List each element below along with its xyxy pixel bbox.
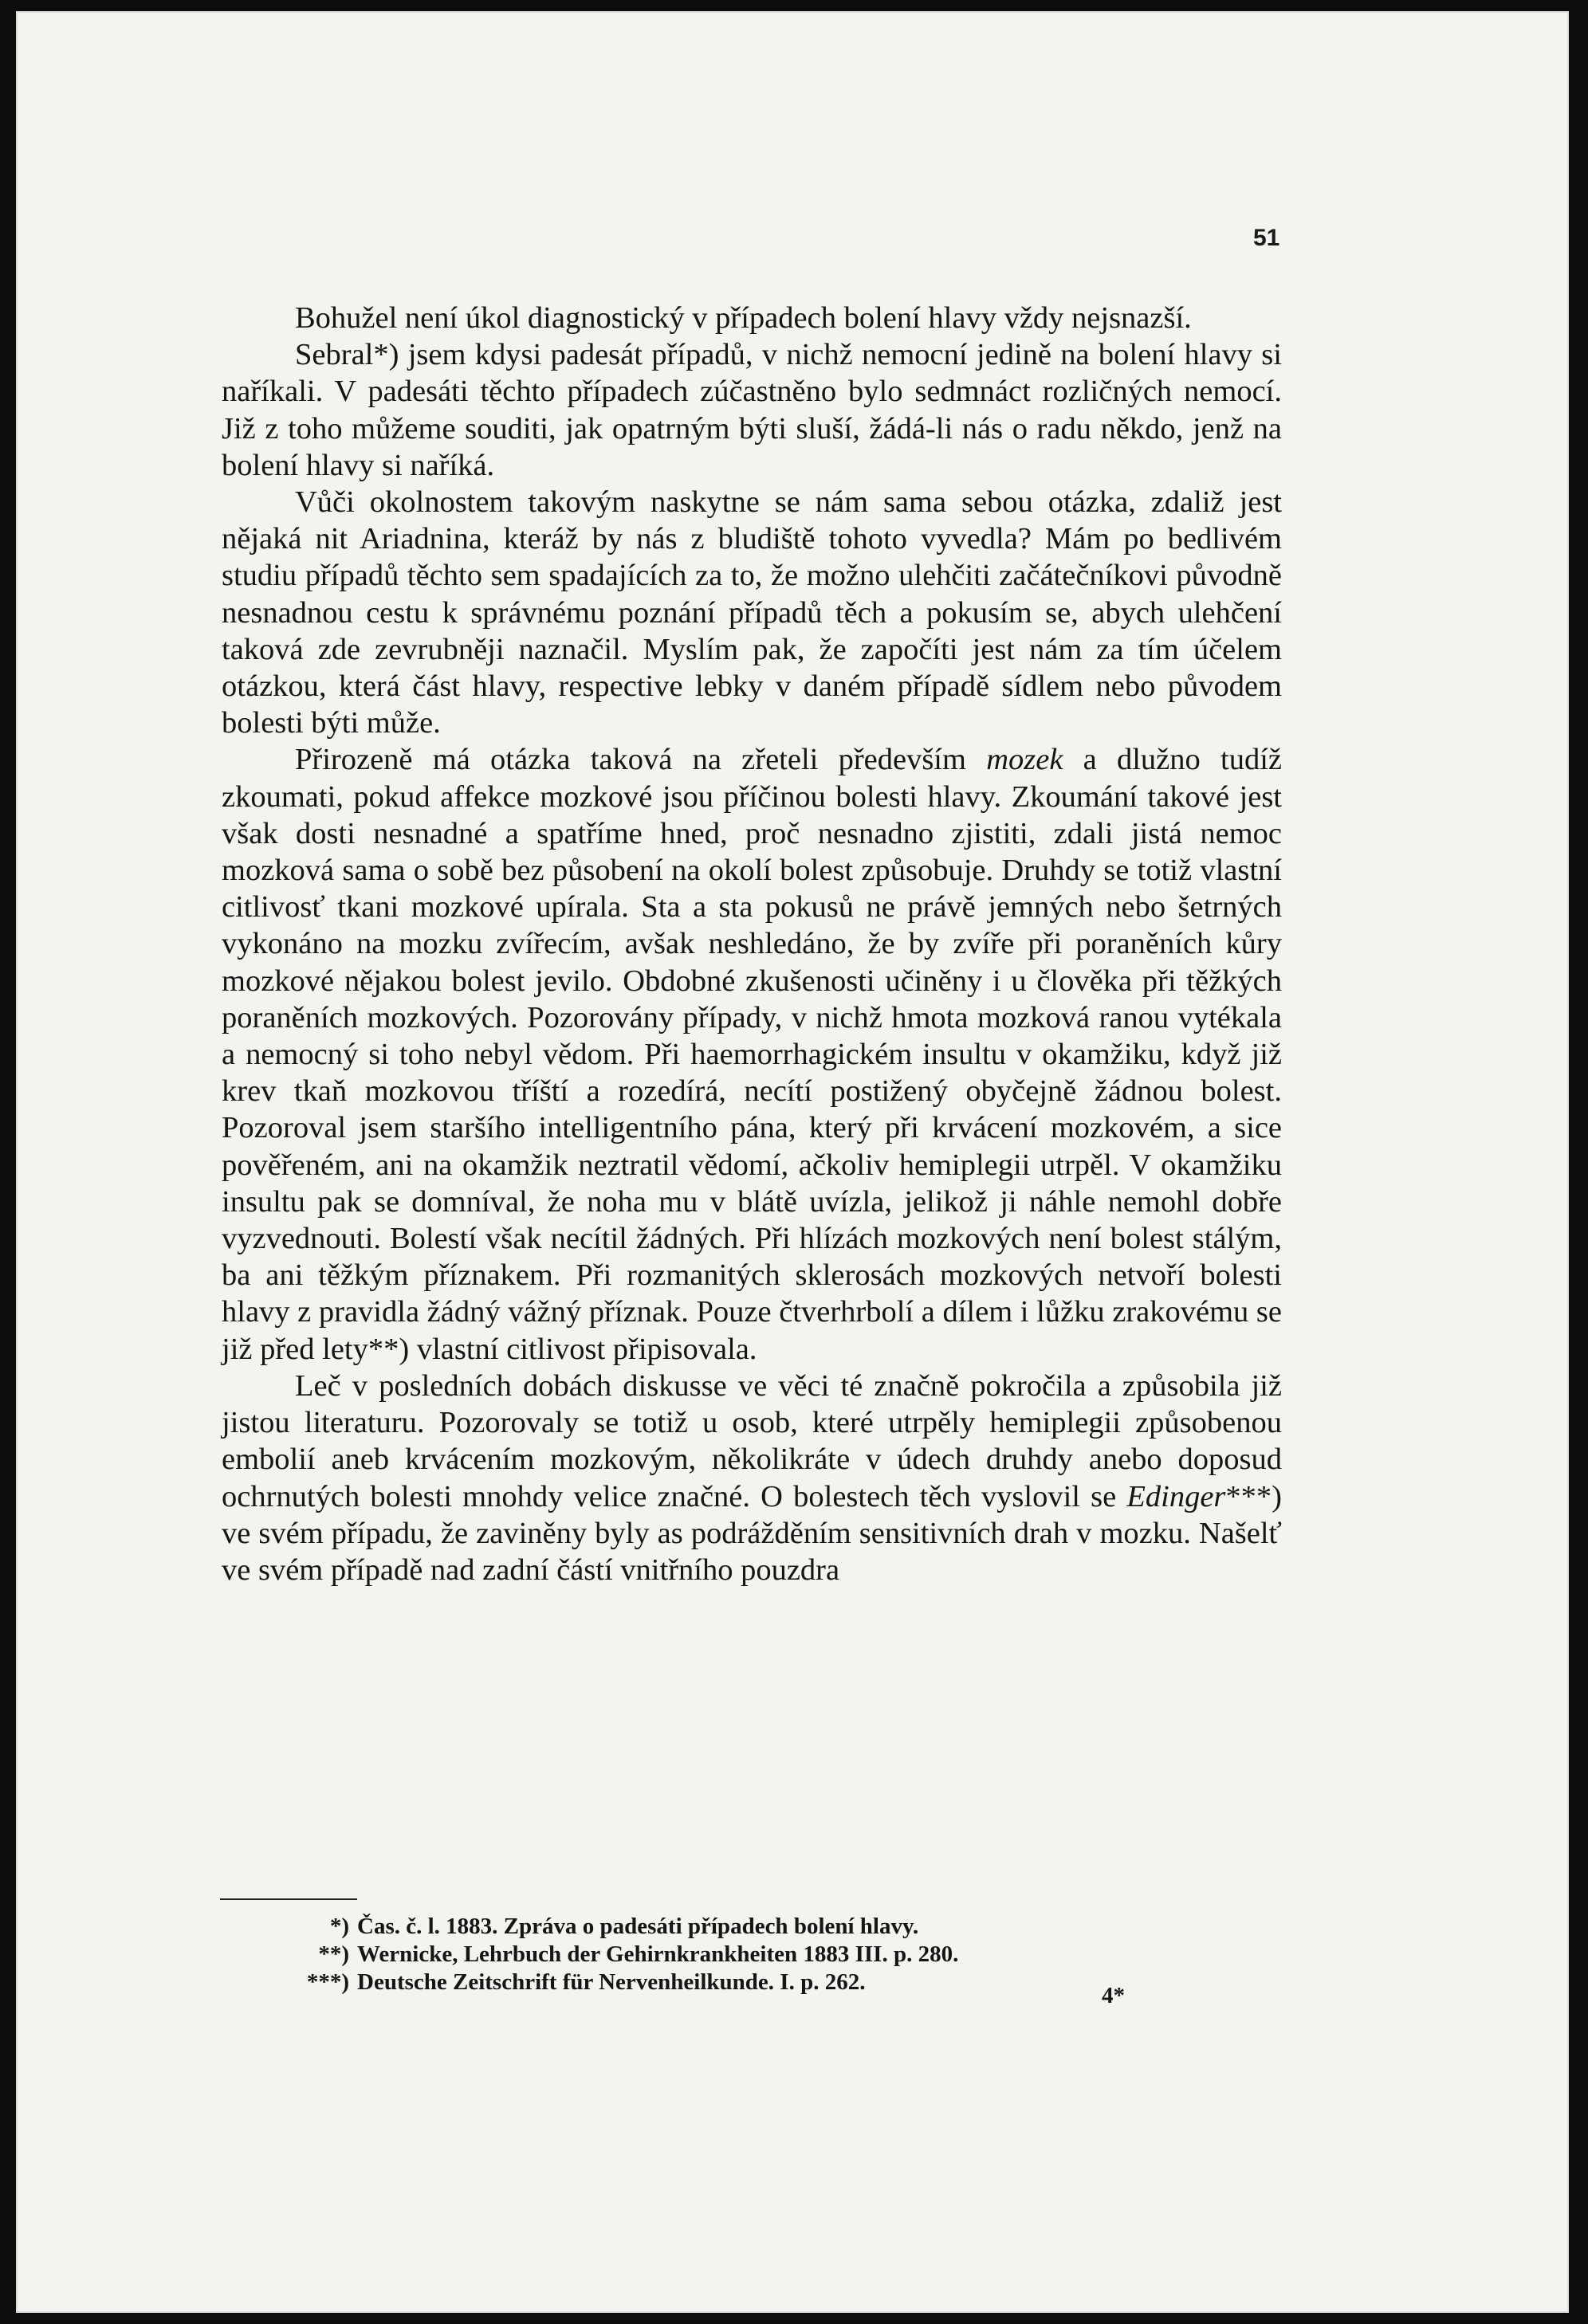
footnote-mark: ***): [306, 1969, 349, 1995]
paragraph-5: [222, 1368, 1282, 1588]
page-number: 51: [1253, 225, 1280, 251]
paragraph-4-text-a: Přirozeně má otázka taková na zřeteli především: [295, 743, 987, 777]
footnote: [284, 1913, 1240, 1941]
paragraph-1: Bohužel není úkol diagnostický v případech bolení hlavy vždy nejsnazší.: [295, 301, 1192, 335]
paragraph-5-text-b: ***) ve svém případu, že zaviněny byly as podrážděním sensitivních drah v mozku. Našelť ve svém případě nad zadní částí vnitřního pouzdra: [222, 1479, 1282, 1587]
footnote-mark: **): [318, 1941, 349, 1967]
paragraph-3: Vůči okolnostem takovým naskytne se nám sama sebou otázka, zdaliž jest nějaká nit Ariadnina, kteráž by nás z bludiště tohoto vyvedla? Mám po bedlivém studiu případů těchto sem spadajících za to, že možno ulehčiti začátečníkovi původně nesnadnou cestu k správnému poznání případů těch a pokusím se, abych ulehčení taková zde zevrubněji naznačil. Myslím pak, že započíti jest nám za tím účelem otázkou, která část hlavy, respective lebky v daném případě sídlem nebo původem bolesti býti může.: [222, 485, 1282, 740]
body-text: [222, 300, 1282, 1588]
paragraph-2: Sebral*) jsem kdysi padesát případů, v nichž nemocní jedině na bolení hlavy si naříkali. V padesáti těchto případech zúčastněno bylo sedmnáct rozličných nemocí. Již z toho můžeme souditi, jak opatrným býti sluší, žádá-li nás o radu někdo, jenž na bolení hlavy si naříká.: [222, 338, 1282, 482]
footnote-rule: [220, 1898, 357, 1900]
paragraph-4: [222, 741, 1282, 1367]
emphasis-edinger: Edinger: [1126, 1479, 1226, 1513]
paragraph-4-text-b: a dlužno tudíž zkoumati, pokud affekce mozkové jsou příčinou bolesti hlavy. Zkoumání takové jest však dosti nesnadné a spatříme hned, proč nesnadno zjistiti, zdali jistá nemoc mozková sama o sobě bez působení na okolí bolest způsobuje. Druhdy se totiž vlastní citlivosť tkani mozkové upírala. Sta a sta pokusů ne právě jemných nebo šetrných vykonáno na mozku zvířecím, avšak neshledáno, že by zvíře při poraněních kůry mozkové nějakou bolest jevilo. Obdobné zkušenosti učiněny i u člověka při těžkých poraněních mozkových. Pozorovány případy, v nichž hmota mozková ranou vytékala a nemocný si toho nebyl vědom. Při haemorrhagickém insultu v okamžiku, když již krev tkaň mozkovou tříští a rozedírá, necítí postižený obyčejně žádnou bolest. Pozoroval jsem staršího intelligentního pána, který při krvácení mozkovém, a sice pověřeném, ani na okamžik neztratil vědomí, ačkoliv hemiplegii utrpěl. V okamžiku insultu pak se domníval, že noha mu v blátě uvízla, jelikož ji náhle nemohl dobře vyzvednouti. Bolestí však necítil žádných. Při hlízách mozkových není bolest stálým, ba ani těžkým příznakem. Při rozmanitých sklerosách mozkových netvoří bolesti hlavy z pravidla žádný vážný příznak. Pouze čtverhrbolí a dílem i lůžku zrakovému se již před lety**) vlastní citlivost připisovala.: [222, 743, 1282, 1366]
footnote-text: Wernicke, Lehrbuch der Gehirnkrankheiten 1883 III. p. 280.: [357, 1941, 959, 1967]
footnote-text: Čas. č. l. 1883. Zpráva o padesáti případech bolení hlavy.: [357, 1914, 919, 1939]
footnote-mark: *): [329, 1914, 349, 1939]
footnote-text: Deutsche Zeitschrift für Nervenheilkunde. I. p. 262.: [357, 1969, 866, 1995]
book-page: [16, 11, 1569, 2313]
emphasis-mozek: mozek: [986, 743, 1063, 777]
footnotes: [284, 1913, 1240, 1996]
signature-mark: 4*: [1102, 1983, 1125, 2008]
footnote: [284, 1969, 1240, 1996]
paragraph-5-text-a: Leč v posledních dobách diskusse ve věci té značně pokročila a způsobila již jistou literaturu. Pozorovaly se totiž u osob, které utrpěly hemiplegii způsobenou embolií aneb krvácením mozkovým, několikráte v údech druhdy anebo doposud ochrnutých bolesti mnohdy velice značné. O bolestech těch vyslovil se: [222, 1368, 1282, 1513]
footnote: [284, 1941, 1240, 1969]
